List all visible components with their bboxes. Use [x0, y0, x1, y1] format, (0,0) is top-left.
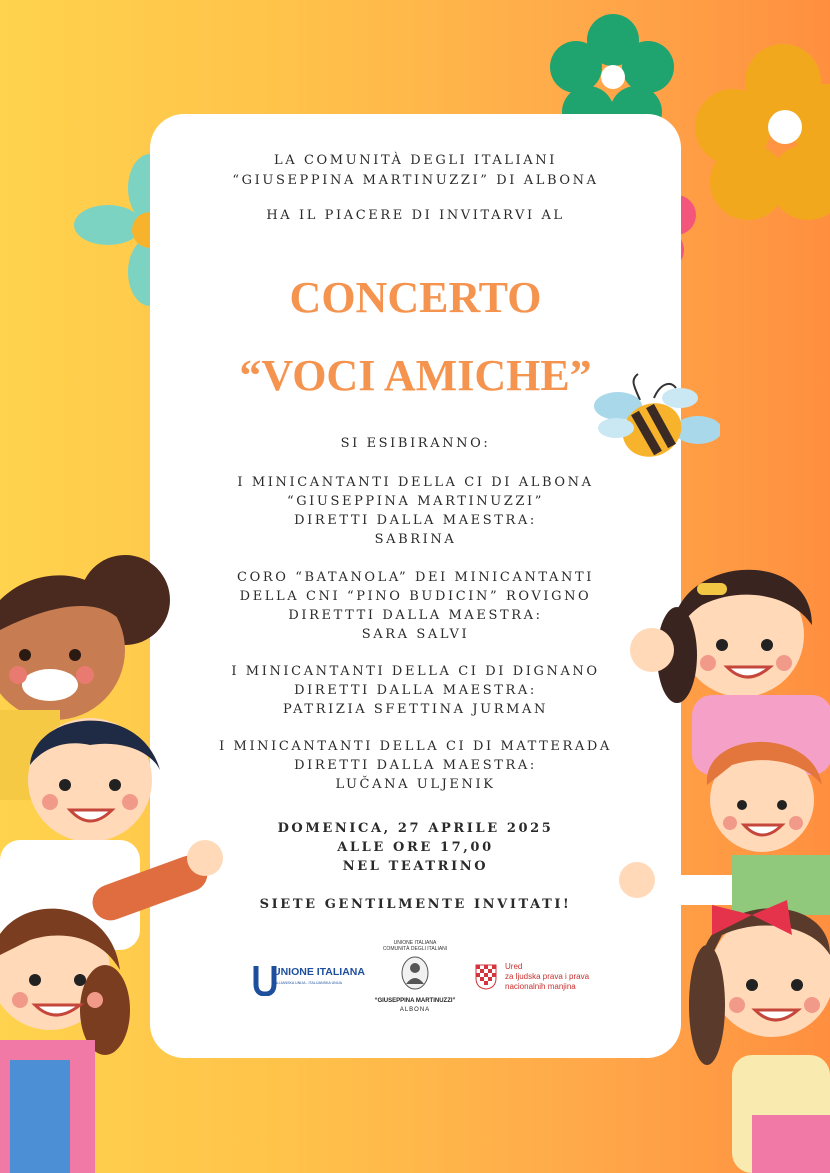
closing-line: SIETE GENTILMENTE INVITATI!	[259, 897, 572, 912]
group-2-line-2: DELLA CNI “PINO BUDICIN” ROVIGNO	[239, 589, 592, 604]
ured-line-3: nacionalnih manjina	[505, 982, 576, 991]
croatian-shield-icon	[475, 964, 497, 990]
comunita-top-2: COMUNITÀ DEGLI ITALIANI	[382, 946, 448, 952]
comunita-top-1: UNIONE ITALIANA	[393, 940, 437, 946]
group-2-line-3: DIRETTTI DALLA MAESTRA:	[288, 608, 543, 623]
group-1-line-4: SABRINA	[374, 532, 457, 547]
event-date: DOMENICA, 27 APRILE 2025	[277, 821, 554, 836]
event-place: NEL TEATRINO	[342, 859, 489, 874]
organizer-line-2: “GIUSEPPINA MARTINUZZI” DI ALBONA	[232, 173, 599, 188]
group-3-line-3: PATRIZIA SFETTINA JURMAN	[283, 702, 548, 717]
performers-heading: SI ESIBIRANNO:	[340, 436, 491, 451]
group-4-line-3: LUČANA ULJENIK	[335, 777, 496, 792]
organizer-line-1: LA COMUNITÀ DEGLI ITALIANI	[274, 153, 557, 168]
group-2-line-4: SARA SALVI	[361, 627, 470, 642]
logos-row	[150, 940, 681, 1020]
ured-line-1: Ured	[505, 962, 523, 971]
group-1-line-2: “GIUSEPPINA MARTINUZZI”	[286, 494, 545, 509]
invite-line: HA IL PIACERE DI INVITARVI AL	[266, 208, 565, 223]
unione-italiana-logo	[253, 962, 363, 1002]
group-3-line-2: DIRETTI DALLA MAESTRA:	[294, 683, 537, 698]
comunita-city: ALBONA	[399, 1007, 431, 1013]
concert-title: CONCERTO	[289, 273, 542, 322]
group-4-line-2: DIRETTI DALLA MAESTRA:	[294, 758, 537, 773]
comunita-logo	[360, 940, 470, 1020]
group-3-line-1: I MINICANTANTI DELLA CI DI DIGNANO	[231, 664, 600, 679]
ured-logo	[475, 962, 595, 1002]
group-2-line-1: CORO “BATANOLA” DEI MINICANTANTI	[237, 570, 594, 585]
group-1-line-3: DIRETTI DALLA MAESTRA:	[294, 513, 537, 528]
unione-italiana-sub: TALIJANSKA UNIJA - ITALIJANSKA UNIJA	[273, 981, 342, 985]
comunita-name: “GIUSEPPINA MARTINUZZI”	[374, 998, 456, 1004]
group-1-line-1: I MINICANTANTI DELLA CI DI ALBONA	[237, 475, 594, 490]
concert-subtitle: “VOCI AMICHE”	[239, 351, 592, 400]
portrait-icon	[401, 956, 429, 990]
unione-italiana-name: UNIONE ITALIANA	[273, 966, 365, 978]
flower-icon-orange	[688, 42, 830, 222]
event-time: ALLE ORE 17,00	[337, 840, 494, 855]
ured-line-2: za ljudska prava i prava	[505, 972, 590, 981]
group-4-line-1: I MINICANTANTI DELLA CI DI MATTERADA	[219, 739, 612, 754]
